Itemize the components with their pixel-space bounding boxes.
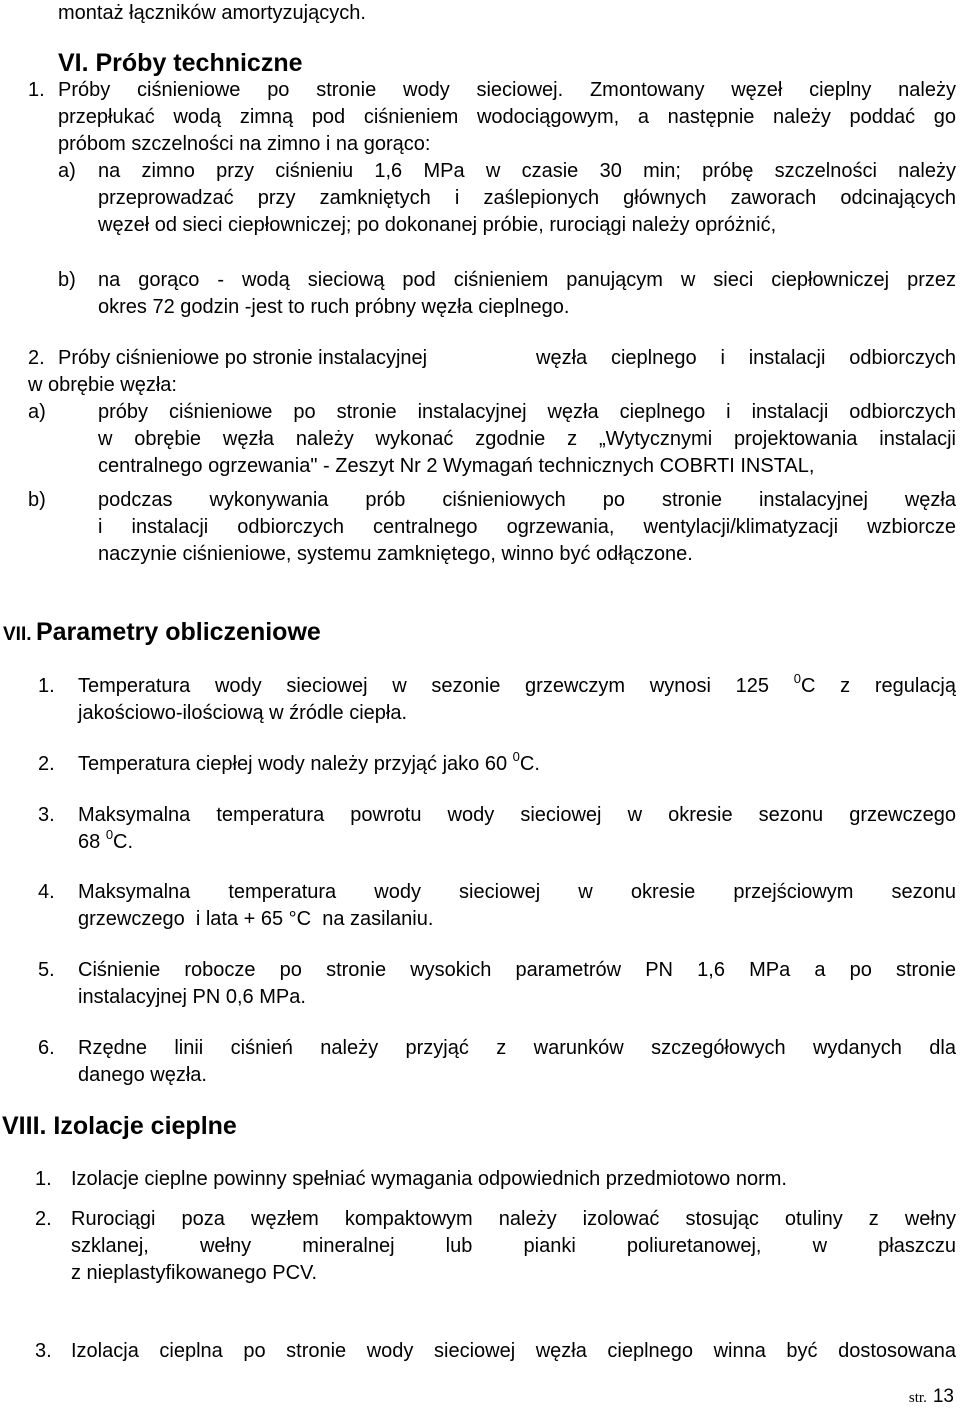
s6-item-2a-line: w obrębie węzła należy wykonać zgodnie z „Wytycznymi projektowania instalacji [98, 428, 956, 450]
s7-item-1-line: jakościowo-ilościową w źródle ciepła. [78, 702, 408, 724]
s6-item-2-line: węzła cieplnego i instalacji odbiorczych [536, 347, 956, 369]
s6-item-2a-line: centralnego ogrzewania" - Zeszyt Nr 2 Wymagań technicznych COBRTI INSTAL, [98, 455, 815, 477]
s7-item-2-number: 2. [38, 753, 55, 775]
s6-item-2a-line: próby ciśnieniowe po stronie instalacyjnej węzła cieplnego i instalacji odbiorczych [98, 401, 956, 423]
s8-item-2-line: z nieplastyfikowanego PCV. [71, 1262, 318, 1284]
s6-item-1a-label: a) [58, 160, 76, 182]
s6-item-2b-label: b) [28, 489, 46, 511]
s7-item-2-line [78, 751, 540, 778]
s6-item-1-line: Próby ciśnieniowe po stronie wody sieciowej. Zmontowany węzeł cieplny należy [58, 79, 956, 101]
s8-item-3-line: Izolacja cieplna po stronie wody sieciowej węzła cieplnego winna być dostosowana [71, 1340, 956, 1362]
s8-item-1-line: Izolacje cieplne powinny spełniać wymagania odpowiednich przedmiotowo norm. [71, 1168, 787, 1190]
s6-item-1b-label: b) [58, 269, 76, 291]
continuation-line: montaż łączników amortyzujących. [58, 2, 366, 24]
page-label: str. [908, 1390, 927, 1406]
s6-item-2b-line: i instalacji odbiorczych centralnego ogrzewania, wentylacji/klimatyzacji wzbiorcze [98, 516, 956, 538]
superscript: 0 [512, 749, 520, 765]
s8-item-2-number: 2. [35, 1208, 52, 1230]
s7-item-3-line: Maksymalna temperatura powrotu wody sieciowej w okresie sezonu grzewczego [78, 804, 956, 826]
s6-item-2-line: Próby ciśnieniowe po stronie instalacyjnej [58, 347, 428, 369]
s8-item-2-line: szklanej, wełny mineralnej lub pianki poliuretanowej, w płaszczu [71, 1235, 956, 1257]
s6-item-2b-line: naczynie ciśnieniowe, systemu zamkniętego, winno być odłączone. [98, 543, 693, 565]
text-run: C. [113, 831, 134, 853]
text-run: 68 [78, 831, 101, 853]
text-run: C. [519, 753, 540, 775]
text-run: Temperatura ciepłej wody należy przyjąć jako 60 [78, 753, 508, 775]
s6-item-1b-line: okres 72 godzin -jest to ruch próbny węzła cieplnego. [98, 296, 570, 318]
superscript: 0 [793, 671, 801, 687]
s8-item-3-number: 3. [35, 1340, 52, 1362]
s6-item-2a-label: a) [28, 401, 46, 423]
s6-item-2-line: w obrębie węzła: [28, 374, 177, 396]
s6-item-1b-line: na gorąco - wodą sieciową pod ciśnieniem panującym w sieci ciepłowniczej przez [98, 269, 956, 291]
page-footer [909, 1386, 954, 1408]
superscript: 0 [105, 827, 114, 843]
text-run: C z regulacją [800, 675, 956, 697]
s7-item-3-number: 3. [38, 804, 55, 826]
s7-item-6-line: danego węzła. [78, 1064, 207, 1086]
s7-item-4-line: grzewczego i lata + 65 °C na zasilaniu. [78, 908, 434, 930]
s6-item-1-line: przepłukać wodą zimną pod ciśnieniem wodociągowym, a następnie należy poddać go [58, 106, 956, 128]
s6-item-1a-line: przeprowadzać przy zamkniętych i zaślepionych głównych zaworach odcinających [98, 187, 956, 209]
section-7-title [3, 618, 321, 647]
s8-item-1-number: 1. [35, 1168, 52, 1190]
s7-item-6-line: Rzędne linii ciśnień należy przyjąć z warunków szczegółowych wydanych dla [78, 1037, 956, 1059]
s7-item-1-number: 1. [38, 675, 55, 697]
s7-item-5-line: instalacyjnej PN 0,6 MPa. [78, 986, 306, 1008]
s7-item-5-number: 5. [38, 959, 55, 981]
section-7-heading: Parametry obliczeniowe [35, 618, 321, 646]
s7-item-1-line [78, 673, 956, 700]
page-number: 13 [932, 1386, 954, 1407]
s7-item-6-number: 6. [38, 1037, 55, 1059]
s7-item-3-line [78, 829, 133, 856]
section-8-title: VIII. Izolacje cieplne [2, 1112, 237, 1140]
s8-item-2-line: Rurociągi poza węzłem kompaktowym należy izolować stosując otuliny z wełny [71, 1208, 956, 1230]
s7-item-5-line: Ciśnienie robocze po stronie wysokich parametrów PN 1,6 MPa a po stronie [78, 959, 956, 981]
section-6-title: VI. Próby techniczne [58, 49, 303, 77]
section-7-number: VII. [3, 624, 32, 645]
s6-item-1a-line: węzeł od sieci ciepłowniczej; po dokonanej próbie, rurociągi należy opróżnić, [98, 214, 777, 236]
s6-item-1-number: 1. [28, 79, 45, 101]
s7-item-4-number: 4. [38, 881, 55, 903]
s6-item-2-number: 2. [28, 347, 45, 369]
s6-item-1-line: próbom szczelności na zimno i na gorąco: [58, 133, 431, 155]
text-run: Temperatura wody sieciowej w sezonie grzewczym wynosi 125 [78, 675, 769, 697]
s7-item-4-line: Maksymalna temperatura wody sieciowej w okresie przejściowym sezonu [78, 881, 956, 903]
s6-item-2b-line: podczas wykonywania prób ciśnieniowych po stronie instalacyjnej węzła [98, 489, 956, 511]
s6-item-1a-line: na zimno przy ciśnieniu 1,6 MPa w czasie 30 min; próbę szczelności należy [98, 160, 956, 182]
